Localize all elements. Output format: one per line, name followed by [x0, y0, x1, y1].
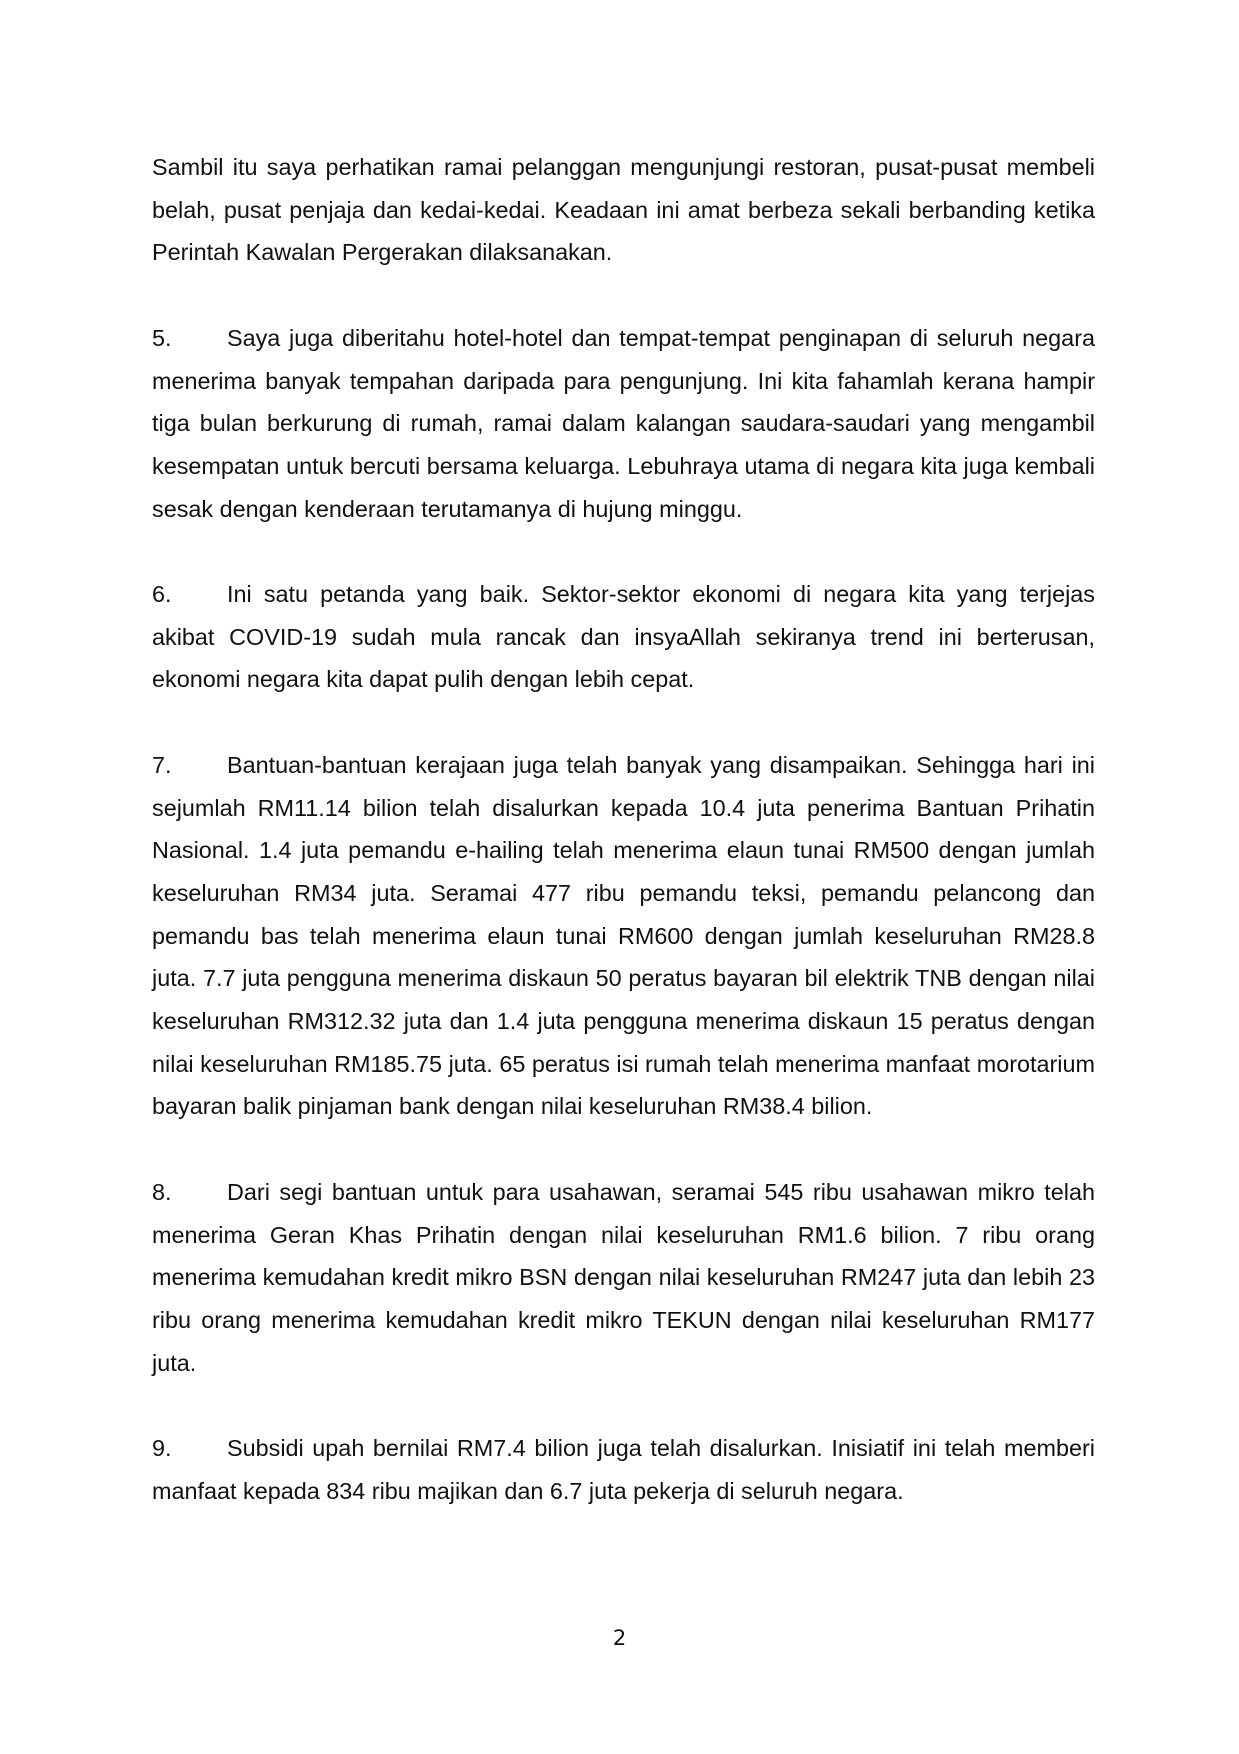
paragraph-text: Subsidi upah bernilai RM7.4 bilion juga telah disalurkan. Inisiatif ini telah memberi manfaat kepada 834 ribu majikan dan 6.7 juta pekerja di seluruh negara.	[152, 1435, 1095, 1504]
paragraph-number: 5.	[152, 324, 172, 351]
paragraph-number: 7.	[152, 751, 172, 778]
paragraph-9	[152, 1427, 1095, 1512]
document-body	[152, 146, 1095, 1555]
paragraph-continuation	[152, 146, 1095, 274]
paragraph-number: 6.	[152, 581, 172, 607]
paragraph-text: Saya juga diberitahu hotel-hotel dan tempat-tempat penginapan di seluruh negara menerima banyak tempahan daripada para pengunjung. Ini kita fahamlah kerana hampir tiga bulan berkurung di rumah, ramai dalam kalangan saudara-saudari yang mengambil kesempatan untuk bercuti bersama keluarga. Lebuhraya utama di negara kita juga kembali sesak dengan kenderaan terutamanya di hujung minggu.	[152, 324, 1095, 522]
paragraph-6	[152, 573, 1095, 701]
paragraph-text: Dari segi bantuan untuk para usahawan, seramai 545 ribu usahawan mikro telah menerima Geran Khas Prihatin dengan nilai keseluruhan RM1.6 bilion. 7 ribu orang menerima kemudahan kredit mikro BSN dengan nilai keseluruhan RM247 juta dan lebih 23 ribu orang menerima kemudahan kredit mikro TEKUN dengan nilai keseluruhan RM177 juta.	[152, 1178, 1095, 1376]
paragraph-text: Ini satu petanda yang baik. Sektor-sektor ekonomi di negara kita yang terjejas akibat COVID-19 sudah mula rancak dan insyaAllah sekiranya trend ini berterusan, ekonomi negara kita dapat pulih dengan lebih cepat.	[152, 581, 1095, 693]
paragraph-5	[152, 317, 1095, 531]
paragraph-8	[152, 1171, 1095, 1385]
paragraph-number: 9.	[152, 1435, 172, 1462]
paragraph-number: 8.	[152, 1178, 172, 1205]
paragraph-7	[152, 744, 1095, 1128]
page-number: 2	[612, 1626, 627, 1650]
paragraph-text: Sambil itu saya perhatikan ramai pelanggan mengunjungi restoran, pusat-pusat membeli belah, pusat penjaja dan kedai-kedai. Keadaan ini amat berbeza sekali berbanding ketika Perintah Kawalan Pergerakan dilaksanakan.	[152, 154, 1095, 266]
paragraph-text: Bantuan-bantuan kerajaan juga telah banyak yang disampaikan. Sehingga hari ini sejumlah RM11.14 bilion telah disalurkan kepada 10.4 juta penerima Bantuan Prihatin Nasional. 1.4 juta pemandu e-hailing telah menerima elaun tunai RM500 dengan jumlah keseluruhan RM34 juta. Seramai 477 ribu pemandu teksi, pemandu pelancong dan pemandu bas telah menerima elaun tunai RM600 dengan jumlah keseluruhan RM28.8 juta. 7.7 juta pengguna menerima diskaun 50 peratus bayaran bil elektrik TNB dengan nilai keseluruhan RM312.32 juta dan 1.4 juta pengguna menerima diskaun 15 peratus dengan nilai keseluruhan RM185.75 juta. 65 peratus isi rumah telah menerima manfaat morotarium bayaran balik pinjaman bank dengan nilai keseluruhan RM38.4 bilion.	[152, 751, 1095, 1120]
